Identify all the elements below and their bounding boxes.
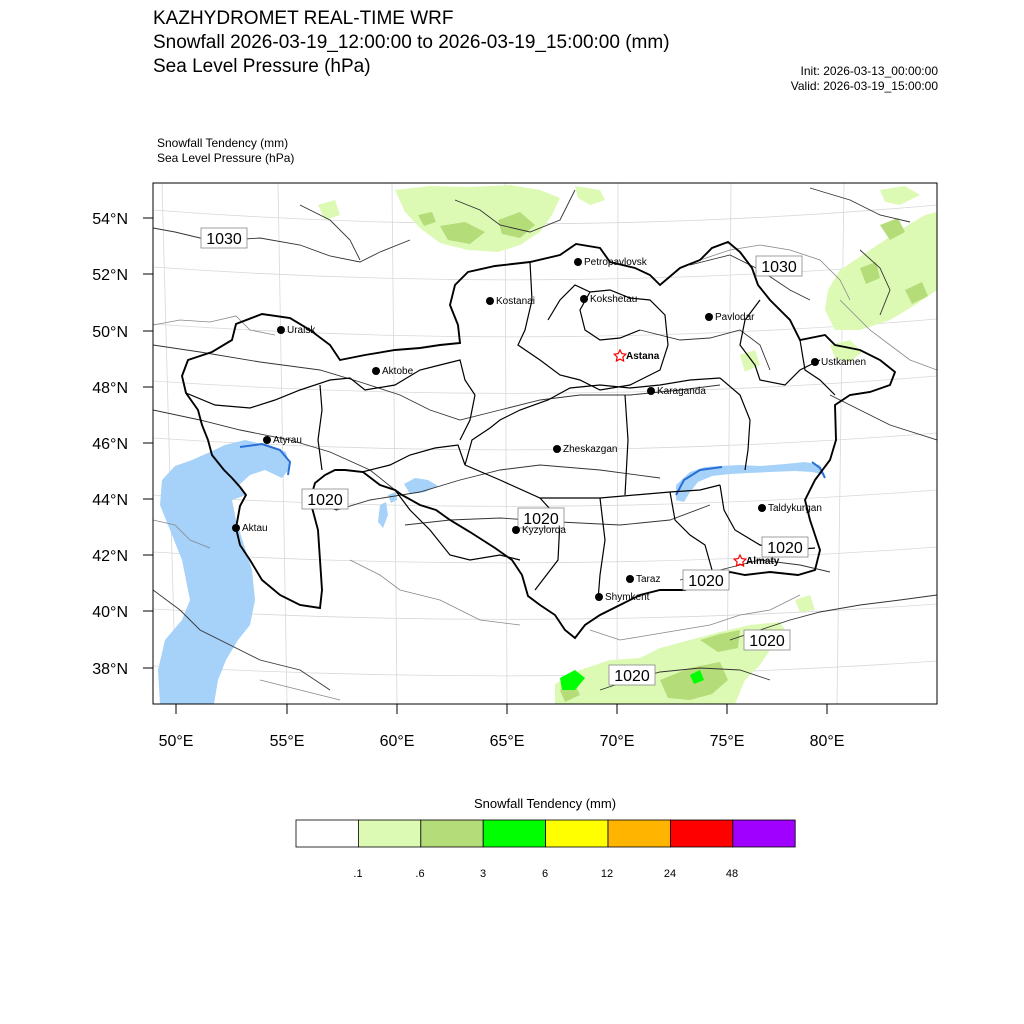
- lon-label: 75°E: [709, 733, 745, 750]
- lon-label: 70°E: [599, 733, 635, 750]
- lat-label: 38°N: [92, 661, 128, 678]
- lat-label: 48°N: [92, 380, 128, 397]
- lat-label: 42°N: [92, 548, 128, 565]
- map-frame: [153, 183, 937, 704]
- isobar-label: [744, 630, 790, 650]
- city-marker: [486, 296, 535, 307]
- isobar-label: [683, 570, 729, 590]
- legend-swatch: [358, 820, 420, 847]
- legend-ticks: [353, 868, 738, 880]
- svg-text:Astana: Astana: [626, 351, 660, 362]
- city-marker: [277, 325, 316, 336]
- svg-text:1030: 1030: [206, 231, 242, 248]
- svg-text:Kokshetau: Kokshetau: [590, 294, 638, 305]
- legend-tick: .6: [415, 868, 425, 880]
- svg-text:1020: 1020: [523, 511, 559, 528]
- capital-marker: [614, 350, 660, 362]
- legend-swatch: [546, 820, 608, 847]
- legend-title: Snowfall Tendency (mm): [473, 796, 617, 811]
- lon-label: 50°E: [158, 733, 194, 750]
- legend-swatch: [296, 820, 358, 847]
- city-marker: [758, 503, 822, 514]
- lat-label: 40°N: [92, 604, 128, 621]
- svg-text:Kostanai: Kostanai: [496, 296, 535, 307]
- svg-text:Uralsk: Uralsk: [287, 325, 316, 336]
- legend-tick: 3: [479, 868, 487, 880]
- isobar-label: [302, 489, 348, 509]
- svg-text:1020: 1020: [688, 573, 724, 590]
- lon-label: 55°E: [269, 733, 305, 750]
- isobar-label: [756, 256, 802, 276]
- subtitle-snowfall: Snowfall Tendency (mm): [157, 136, 289, 150]
- legend-swatch: [483, 820, 545, 847]
- lat-label: 54°N: [92, 211, 128, 228]
- lon-label: 60°E: [379, 733, 415, 750]
- city-marker: [626, 574, 660, 585]
- svg-text:Zheskazgan: Zheskazgan: [563, 444, 618, 455]
- svg-text:Taraz: Taraz: [636, 574, 661, 585]
- svg-text:Shymkent: Shymkent: [605, 592, 650, 603]
- legend-tick: 24: [663, 868, 677, 880]
- svg-text:Pavlodar: Pavlodar: [715, 312, 755, 323]
- subtitle-pressure: Sea Level Pressure (hPa): [157, 151, 295, 165]
- lat-label: 46°N: [92, 436, 128, 453]
- svg-text:1030: 1030: [761, 259, 797, 276]
- legend-tick: 6: [541, 868, 549, 880]
- city-marker: [705, 312, 755, 323]
- graticule: [153, 183, 937, 704]
- lat-label: 50°N: [92, 324, 128, 341]
- lon-labels: [159, 733, 845, 750]
- init-time: Init: 2026-03-13_00:00:00: [800, 64, 938, 78]
- legend-swatch: [421, 820, 483, 847]
- svg-text:Petropavlovsk: Petropavlovsk: [584, 257, 647, 268]
- title-line-2: Snowfall 2026-03-19_12:00:00 to 2026-03-19_15:00:00 (mm): [153, 32, 670, 53]
- svg-text:Kyzylorda: Kyzylorda: [522, 525, 566, 536]
- svg-text:Taldykurgan: Taldykurgan: [768, 503, 822, 514]
- lat-label: 44°N: [92, 492, 128, 509]
- svg-text:Almaty: Almaty: [746, 556, 780, 567]
- isobar-label: [609, 665, 655, 685]
- lat-labels: [92, 211, 128, 678]
- lon-label: 80°E: [809, 733, 845, 750]
- title-line-3: Sea Level Pressure (hPa): [153, 56, 371, 77]
- valid-time: Valid: 2026-03-19_15:00:00: [790, 79, 938, 93]
- city-marker: [811, 357, 866, 368]
- city-marker: [553, 444, 617, 455]
- svg-text:1020: 1020: [307, 492, 343, 509]
- isobar-label: [762, 537, 808, 557]
- caspian-sea: [158, 440, 290, 704]
- lon-label: 65°E: [489, 733, 525, 750]
- svg-text:1020: 1020: [614, 668, 650, 685]
- legend-swatch: [608, 820, 670, 847]
- legend-swatch: [733, 820, 795, 847]
- legend-tick: 48: [725, 868, 739, 880]
- title-line-1: KAZHYDROMET REAL-TIME WRF: [153, 8, 454, 29]
- svg-text:Atyrau: Atyrau: [273, 435, 302, 446]
- svg-text:Karaganda: Karaganda: [657, 386, 706, 397]
- svg-text:Aktau: Aktau: [242, 523, 268, 534]
- svg-text:1020: 1020: [767, 540, 803, 557]
- svg-text:Aktobe: Aktobe: [382, 366, 414, 377]
- city-marker: [574, 257, 648, 268]
- isobar-label: [201, 228, 247, 248]
- legend-tick: .1: [353, 868, 363, 880]
- capital-marker: [734, 555, 780, 567]
- legend-swatch: [670, 820, 732, 847]
- legend-colorbar: [296, 820, 795, 847]
- balkhash-lake: [676, 462, 825, 502]
- legend-tick: 12: [600, 868, 614, 880]
- lat-label: 52°N: [92, 267, 128, 284]
- city-marker: [372, 366, 414, 377]
- svg-text:1020: 1020: [749, 633, 785, 650]
- city-marker: [595, 592, 650, 603]
- svg-text:Ustkamen: Ustkamen: [821, 357, 867, 368]
